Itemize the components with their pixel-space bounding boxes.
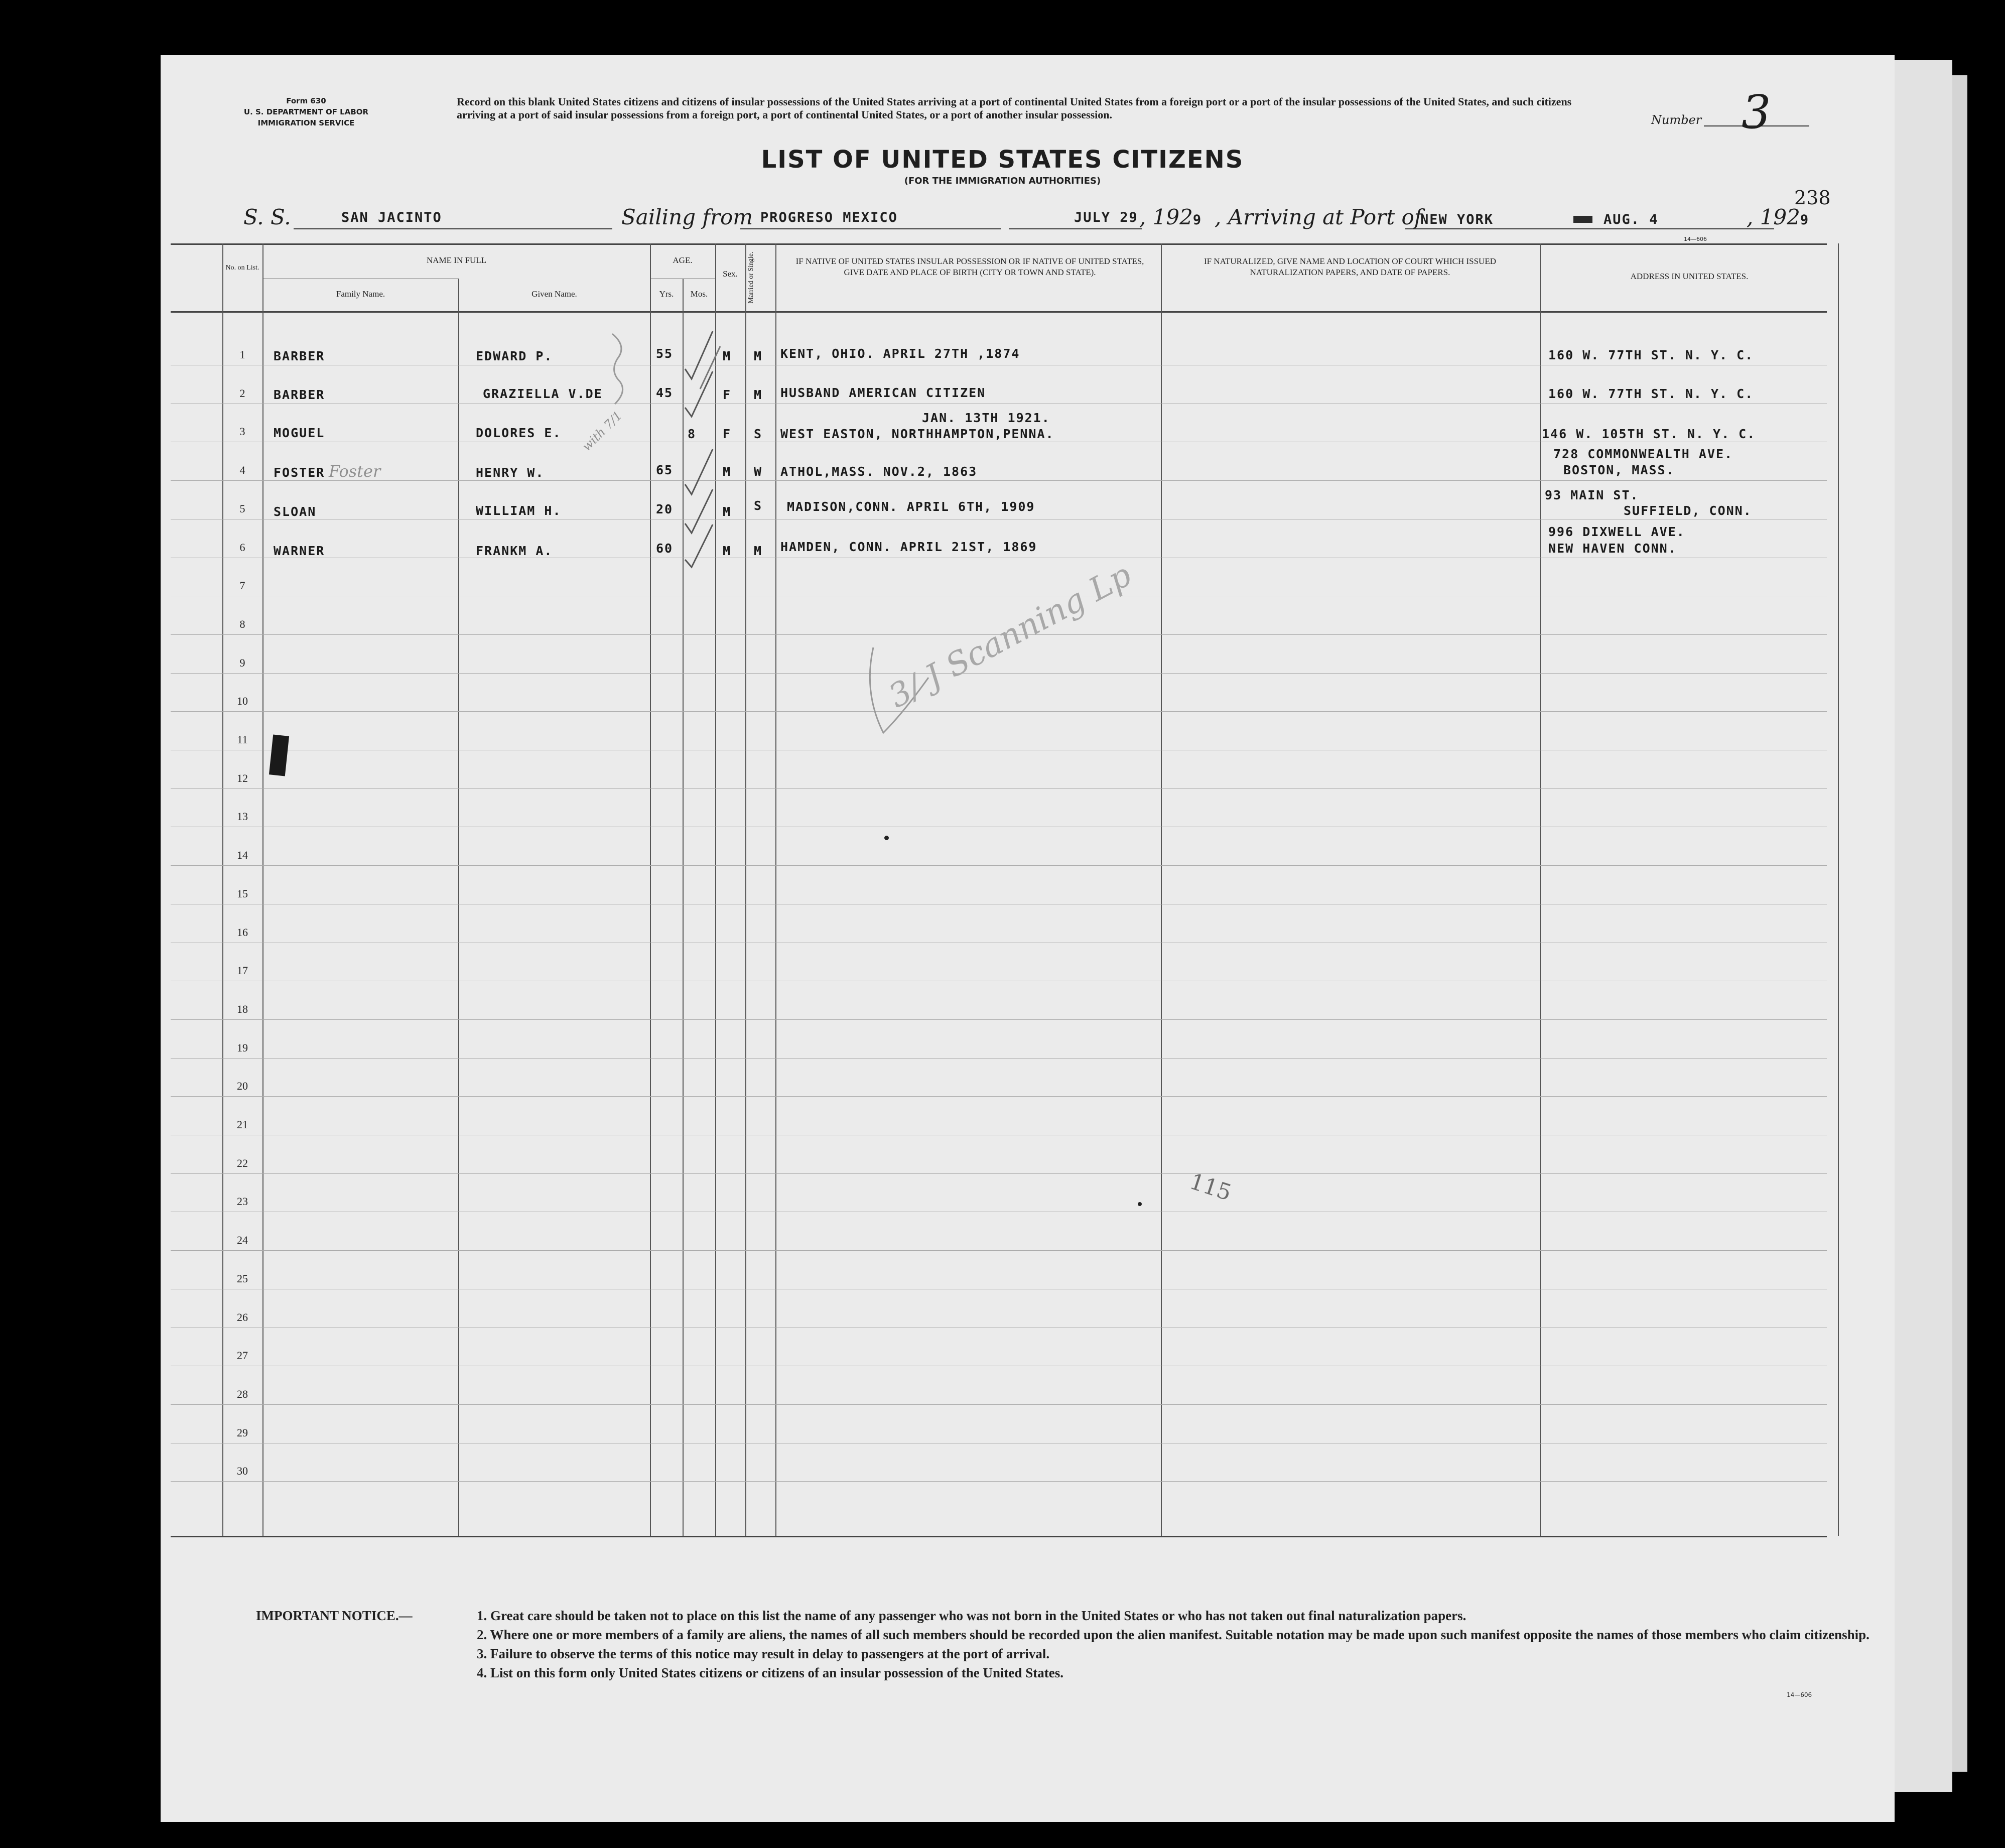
number-label: Number	[1651, 113, 1702, 127]
row-number: 5	[239, 502, 245, 515]
sex: F	[723, 427, 732, 441]
notice-heading: IMPORTANT NOTICE.—	[256, 1608, 413, 1623]
printer-code: 14—606	[1684, 236, 1707, 242]
sailing-date: JULY 29	[1074, 210, 1138, 225]
header-birth-info: IF NATIVE OF UNITED STATES INSULAR POSSESSION OR IF NATIVE OF UNITED STATES, GIVE DATE AND PLACE OF BIRTH (CITY OR TOWN AND STATE).	[795, 256, 1144, 277]
birth-info: KENT, OHIO. APRIL 27TH ,1874	[780, 346, 1020, 361]
sailing-port: PROGRESO MEXICO	[760, 210, 898, 225]
row-number: 4	[239, 464, 245, 476]
birth-date: JAN. 13TH 1921.	[922, 411, 1050, 425]
marital-status: W	[754, 464, 763, 479]
sex: F	[723, 387, 732, 402]
marital-status: S	[754, 427, 763, 441]
row-number: 26	[237, 1311, 248, 1324]
document-subtitle: (FOR THE IMMIGRATION AUTHORITIES)	[904, 176, 1101, 186]
row-number: 13	[237, 810, 248, 823]
birth-info: WEST EASTON, NORTHHAMPTON,PENNA.	[780, 427, 1054, 441]
row-number: 20	[237, 1080, 248, 1092]
header-family-name: Family Name.	[336, 289, 385, 299]
address: 93 MAIN ST.	[1545, 488, 1639, 502]
family-name: BARBER	[274, 349, 325, 363]
header-no: No. on List.	[225, 264, 259, 272]
arrival-year: , 1929	[1747, 205, 1810, 229]
row-number: 22	[237, 1157, 248, 1169]
arriving-port: NEW YORK	[1420, 212, 1494, 227]
age-years: 60	[656, 541, 674, 556]
birth-info: MADISON,CONN. APRIL 6TH, 1909	[787, 499, 1035, 514]
ss-label: S. S.	[243, 205, 291, 229]
notice-item: 4. List on this form only United States citizens or citizens of an insular possession of the United States.	[477, 1665, 1064, 1680]
sailing-label: Sailing from	[621, 205, 753, 229]
address-city: BOSTON, MASS.	[1563, 463, 1675, 477]
header-given-name: Given Name.	[531, 289, 577, 299]
row-number: 25	[237, 1272, 248, 1285]
family-name: BARBER	[274, 387, 325, 402]
address-city: SUFFIELD, CONN.	[1624, 503, 1752, 518]
form-instructions: Record on this blank United States citizens and citizens of insular possessions of the United States arriving at a port of continental United States from a foreign port or a port of the insular possessions of the United States, and such citizens arriving at a port of said insular possessions from a foreign port, a port of continental United States, or a port of another insular possession.	[457, 95, 1572, 121]
age-years: 45	[656, 385, 674, 400]
age-years: 65	[656, 463, 674, 477]
age-years: 55	[656, 346, 674, 361]
header-address: ADDRESS IN UNITED STATES.	[1630, 272, 1749, 281]
row-number: 11	[237, 733, 248, 746]
row-number: 15	[237, 887, 248, 900]
header-sex: Sex.	[723, 269, 738, 279]
address: 160 W. 77TH ST. N. Y. C.	[1548, 386, 1754, 401]
number-value: 3	[1742, 85, 1771, 139]
family-name: FOSTER	[274, 465, 325, 480]
header-age: AGE.	[673, 255, 693, 265]
row-number: 18	[237, 1003, 248, 1015]
address-city: NEW HAVEN CONN.	[1548, 541, 1677, 556]
row-number: 2	[239, 387, 245, 400]
header-naturalization: IF NATURALIZED, GIVE NAME AND LOCATION OF COURT WHICH ISSUED NATURALIZATION PAPERS, AND DATE OF PAPERS.	[1204, 256, 1496, 277]
marital-status: S	[754, 498, 763, 513]
address: 160 W. 77TH ST. N. Y. C.	[1548, 348, 1754, 362]
marital-status: M	[754, 349, 763, 363]
document-title: LIST OF UNITED STATES CITIZENS	[761, 146, 1244, 174]
given-name: WILLIAM H.	[476, 503, 562, 518]
marital-status: M	[754, 544, 763, 558]
header-mos: Mos.	[690, 289, 708, 299]
given-name: EDWARD P.	[476, 349, 553, 363]
sailing-year: , 1929	[1139, 205, 1202, 229]
stamp-number: 115	[1186, 1168, 1235, 1206]
sex: M	[723, 349, 732, 363]
row-number: 10	[237, 695, 248, 707]
address: 146 W. 105TH ST. N. Y. C.	[1542, 427, 1756, 441]
row-number: 19	[237, 1041, 248, 1054]
family-name: SLOAN	[274, 504, 317, 519]
sex: M	[723, 504, 732, 519]
handwritten-moguel-note: with 7/1	[579, 408, 625, 454]
handwritten-foster: Foster	[329, 462, 381, 481]
ship-name: SAN JACINTO	[341, 210, 442, 225]
row-number: 16	[237, 926, 248, 939]
row-number: 12	[237, 772, 248, 784]
marital-status: M	[754, 387, 763, 402]
header-yrs: Yrs.	[659, 289, 674, 299]
header-name-in-full: NAME IN FULL	[427, 255, 486, 265]
row-number: 6	[239, 541, 245, 554]
row-number: 30	[237, 1465, 248, 1477]
row-number: 8	[239, 618, 245, 630]
address: 996 DIXWELL AVE.	[1548, 524, 1685, 539]
given-name: HENRY W.	[476, 465, 545, 480]
form-identifier: Form 630 U. S. DEPARTMENT OF LABOR IMMIGRATION SERVICE	[243, 96, 369, 127]
family-name: MOGUEL	[274, 426, 325, 440]
age-years: 8	[688, 427, 697, 441]
row-number: 29	[237, 1426, 248, 1439]
arrival-date: AUG. 4	[1603, 212, 1659, 227]
row-number: 17	[237, 964, 248, 977]
birth-info: HAMDEN, CONN. APRIL 21ST, 1869	[780, 540, 1037, 554]
row-number: 9	[239, 656, 245, 669]
given-name: FRANKM A.	[476, 544, 553, 558]
row-number: 3	[239, 425, 245, 438]
row-number: 21	[237, 1118, 248, 1131]
row-number: 27	[237, 1349, 248, 1362]
ink-dot	[1138, 1202, 1142, 1206]
given-name: GRAZIELLA V.DE	[483, 386, 603, 401]
handwritten-scribble: 3/ J Scanning Lp	[882, 556, 1138, 716]
row-number: 1	[239, 348, 245, 361]
row-number: 23	[237, 1195, 248, 1208]
form-code: 14—606	[1787, 1691, 1812, 1698]
row-number: 7	[239, 579, 245, 592]
row-number: 24	[237, 1234, 248, 1246]
address: 728 COMMONWEALTH AVE.	[1553, 447, 1733, 461]
notice-item: 2. Where one or more members of a family are aliens, the names of all such members should be recorded upon the alien manifest. Suitable notation may be made upon such manifest opposite the names of those members who claim citizenship.	[477, 1627, 1869, 1642]
sex: M	[723, 464, 732, 479]
arriving-label: , Arriving at Port of	[1215, 205, 1422, 229]
notice-item: 3. Failure to observe the terms of this notice may result in delay to passengers at the port of arrival.	[477, 1646, 1050, 1661]
ink-dot	[884, 836, 889, 840]
family-name: WARNER	[274, 544, 325, 558]
row-number: 28	[237, 1388, 248, 1400]
page-number: 238	[1794, 187, 1831, 209]
row-number: 14	[237, 849, 248, 861]
given-name: DOLORES E.	[476, 426, 562, 440]
sex: M	[723, 544, 732, 558]
header-married-single: Married or Single.	[747, 251, 755, 304]
age-years: 20	[656, 502, 674, 516]
notice-item: 1. Great care should be taken not to place on this list the name of any passenger who was not born in the United States or who has not taken out final naturalization papers.	[477, 1608, 1466, 1623]
birth-info: HUSBAND AMERICAN CITIZEN	[780, 385, 986, 400]
birth-info: ATHOL,MASS. NOV.2, 1863	[780, 464, 978, 479]
